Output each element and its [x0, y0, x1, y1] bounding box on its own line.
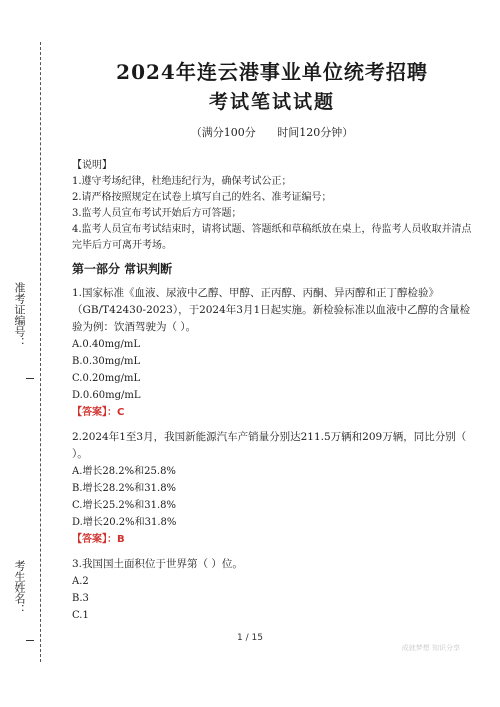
option-c: C.1 — [72, 610, 89, 621]
option-d: D.0.60mg/mL — [72, 390, 141, 401]
answer-label: 【答案】：B — [72, 534, 125, 545]
watermark: 成就梦想 知识分享 — [401, 644, 460, 652]
option-a: A.0.40mg/mL — [72, 339, 141, 350]
exam-id-label: 准考证编号： — [13, 282, 26, 348]
exam-title-line2: 考试笔试试题 — [208, 91, 335, 113]
question-2 — [72, 429, 472, 548]
option-c: C.增长25.2%和31.8% — [72, 500, 177, 511]
instruction-item: 4.监考人员宣布考试结束时，请将试题、答题纸和草稿纸放在桌上，待监考人员收取并清点完毕后方可离开考场。 — [72, 224, 472, 251]
section-title: 第一部分 常识判断 — [72, 262, 173, 276]
option-a: A.增长28.2%和25.8% — [72, 466, 176, 477]
question-3 — [72, 556, 472, 624]
answer-label: 【答案】：C — [72, 407, 125, 418]
option-b: B.增长28.2%和31.8% — [72, 483, 177, 494]
binding-margin-line — [40, 42, 41, 662]
instruction-item: 3.监考人员宣布考试开始后方可答题； — [72, 208, 242, 219]
question-stem: 2.2024年1至3月，我国新能源汽车产销量分别达211.5万辆和209万辆，同比分别（ ）。 — [72, 431, 467, 460]
exam-page — [72, 58, 472, 624]
question-stem: 3.我国国土面积位于世界第（ ）位。 — [72, 558, 243, 570]
instruction-item: 1.遵守考场纪律，杜绝违纪行为，确保考试公正； — [72, 176, 292, 187]
question-stem: 1.国家标准《血液、尿液中乙醇、甲醇、正丙醇、丙酮、异丙醇和正丁醇检验》（GB/T42430-2023），于2024年3月1日起实施。新检验标准以血液中乙醇的含量检验为例：饮酒驾驶为（ ）。 — [72, 287, 471, 333]
instruction-item: 2.请严格按照规定在试卷上填写自己的姓名、准考证编号； — [72, 192, 332, 203]
option-d: D.增长20.2%和31.8% — [72, 517, 177, 528]
exam-id-line — [26, 378, 34, 379]
option-c: C.0.20mg/mL — [72, 373, 141, 384]
full-score: （满分100分 — [190, 126, 256, 139]
exam-time: 时间120分钟） — [277, 126, 354, 139]
page-number: 1 / 15 — [237, 633, 263, 643]
question-1 — [72, 285, 472, 421]
instructions-heading: 【说明】 — [72, 160, 112, 171]
exam-title-line1: 2024年连云港事业单位统考招聘 — [116, 60, 428, 84]
exam-meta — [72, 124, 472, 140]
option-a: A.2 — [72, 576, 89, 587]
candidate-name-label: 考生姓名： — [13, 560, 26, 615]
option-b: B.3 — [72, 593, 89, 604]
instructions — [72, 158, 472, 254]
option-b: B.0.30mg/mL — [72, 356, 141, 367]
